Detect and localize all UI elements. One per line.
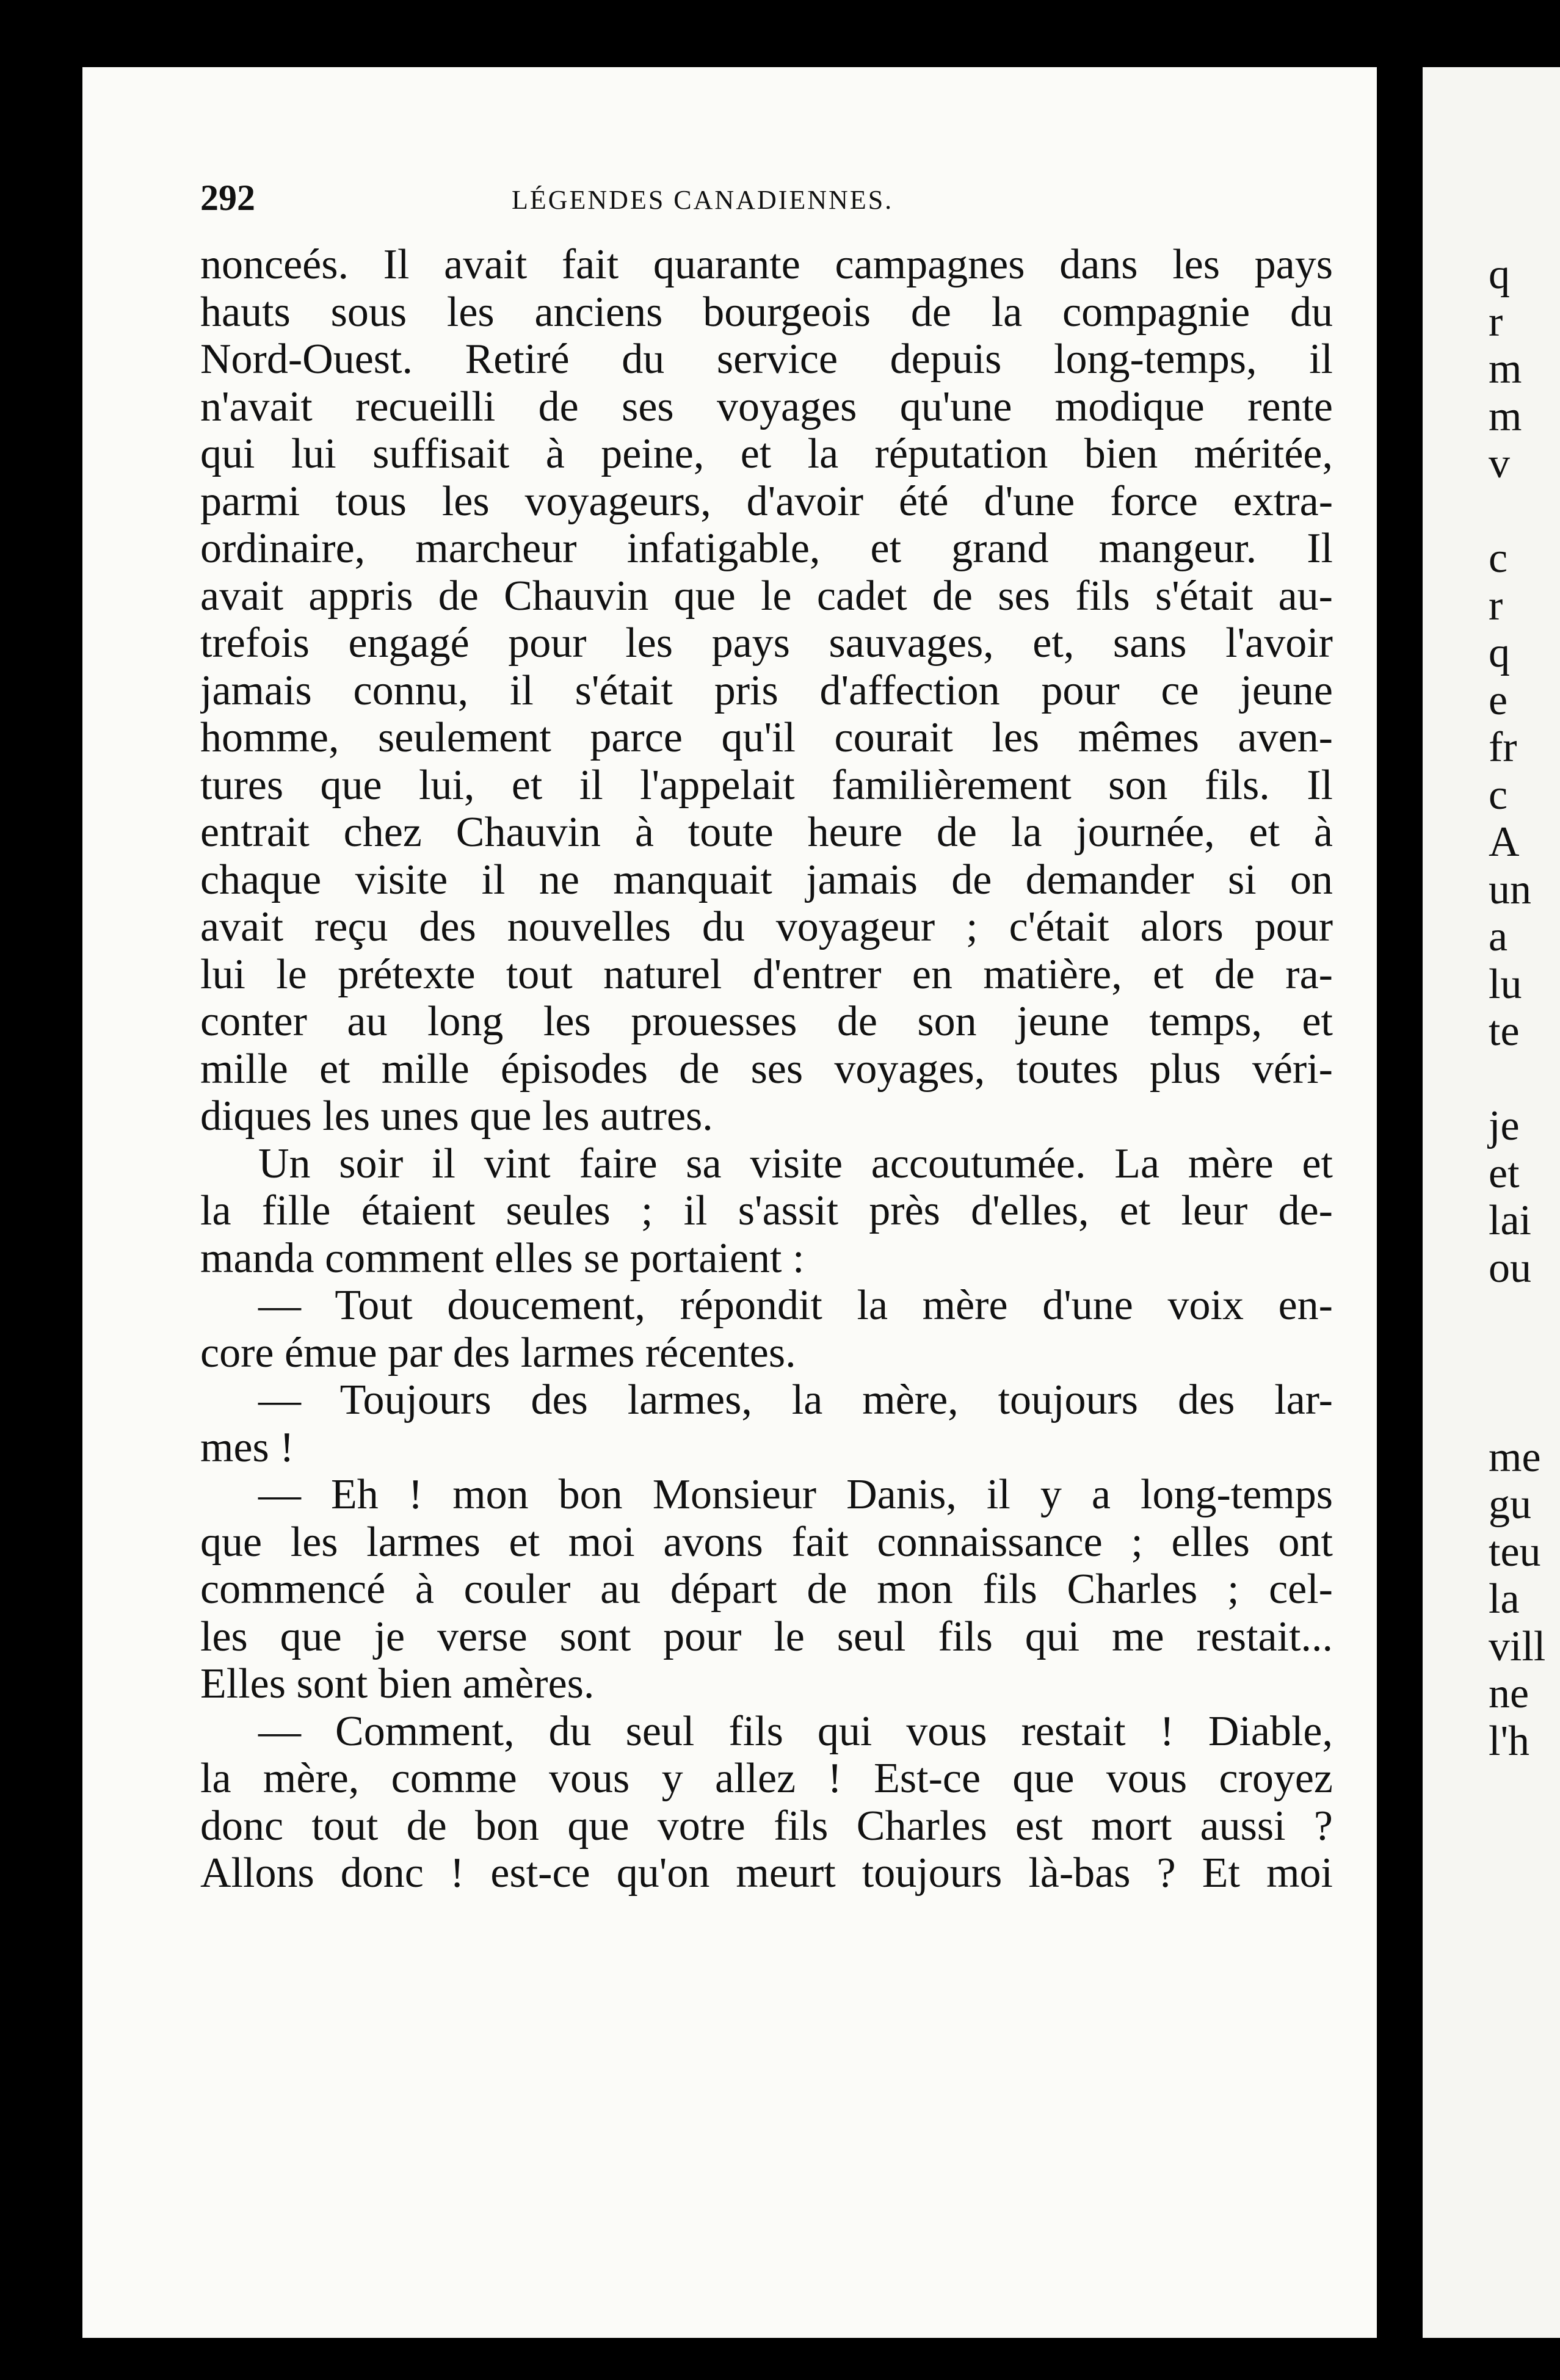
text-line: trefois engagé pour les pays sauvages, et, sans l'avoir xyxy=(200,620,1333,667)
text-line: qui lui suffisait à peine, et la réputation bien méritée, xyxy=(200,430,1333,477)
right-page-fragment: e xyxy=(1489,676,1508,724)
text-line: la mère, comme vous y allez ! Est-ce que vous croyez xyxy=(200,1755,1333,1802)
text-line: — Eh ! mon bon Monsieur Danis, il y a long-temps xyxy=(258,1471,1333,1518)
right-page-fragment: c xyxy=(1489,771,1508,819)
right-page-fragment: je xyxy=(1489,1102,1520,1149)
right-page-fragment: un xyxy=(1489,866,1531,913)
right-page-fragment: gu xyxy=(1489,1481,1531,1528)
right-page-fragment: l'h xyxy=(1489,1717,1530,1765)
text-line: que les larmes et moi avons fait connaissance ; elles ont xyxy=(200,1518,1333,1566)
page-header xyxy=(200,177,1333,238)
right-page-fragment: lai xyxy=(1489,1197,1531,1244)
text-line: manda comment elles se portaient : xyxy=(200,1234,805,1282)
text-line: tures que lui, et il l'appelait familièrement son fils. Il xyxy=(200,761,1333,809)
text-line: avait appris de Chauvin que le cadet de ses fils s'était au- xyxy=(200,572,1333,620)
text-line: — Comment, du seul fils qui vous restait ! Diable, xyxy=(258,1707,1333,1755)
text-line: la fille étaient seules ; il s'assit près d'elles, et leur de- xyxy=(200,1187,1333,1234)
text-line: Allons donc ! est-ce qu'on meurt toujours là-bas ? Et moi xyxy=(200,1850,1333,1897)
right-page-fragment: te xyxy=(1489,1008,1520,1055)
page-number: 292 xyxy=(200,178,255,218)
text-line: chaque visite il ne manquait jamais de demander si on xyxy=(200,856,1333,903)
text-line: n'avait recueilli de ses voyages qu'une modique rente xyxy=(200,383,1333,430)
text-line: homme, seulement parce qu'il courait les mêmes aven- xyxy=(200,714,1333,761)
text-line: — Toujours des larmes, la mère, toujours des lar- xyxy=(258,1376,1333,1423)
text-line: entrait chez Chauvin à toute heure de la journée, et à xyxy=(200,809,1333,856)
right-page-fragment: a xyxy=(1489,913,1508,960)
right-page-fragment: c xyxy=(1489,535,1508,582)
text-line: ordinaire, marcheur infatigable, et grand mangeur. Il xyxy=(200,525,1333,572)
right-page-fragment: me xyxy=(1489,1433,1541,1481)
text-line: avait reçu des nouvelles du voyageur ; c'était alors pour xyxy=(200,903,1333,950)
right-page-fragment: ou xyxy=(1489,1244,1531,1292)
text-line: jamais connu, il s'était pris d'affection pour ce jeune xyxy=(200,667,1333,714)
right-page-fragment: q xyxy=(1489,251,1510,298)
running-title: LÉGENDES CANADIENNES. xyxy=(512,185,894,215)
text-line: — Tout doucement, répondit la mère d'une voix en- xyxy=(258,1282,1333,1329)
right-page-fragment: v xyxy=(1489,440,1510,487)
right-page-fragment: A xyxy=(1489,819,1520,866)
right-page-fragment: teu xyxy=(1489,1528,1541,1575)
text-line: mes ! xyxy=(200,1423,294,1471)
text-line: les que je verse sont pour le seul fils qui me restait... xyxy=(200,1613,1333,1660)
body-text xyxy=(200,241,1333,1897)
text-line: commencé à couler au départ de mon fils Charles ; cel- xyxy=(200,1566,1333,1613)
right-page-fragment: r xyxy=(1489,298,1503,345)
right-page-fragment: q xyxy=(1489,629,1510,676)
text-line: hauts sous les anciens bourgeois de la compagnie du xyxy=(200,288,1333,336)
right-page-edge xyxy=(1423,67,1560,2338)
text-line: conter au long les prouesses de son jeune temps, et xyxy=(200,998,1333,1045)
right-page-fragment: ne xyxy=(1489,1670,1529,1717)
text-line: nonceés. Il avait fait quarante campagnes dans les pays xyxy=(200,241,1333,288)
right-page-fragment: lu xyxy=(1489,960,1522,1008)
text-line: Un soir il vint faire sa visite accoutumée. La mère et xyxy=(258,1140,1333,1187)
text-line: core émue par des larmes récentes. xyxy=(200,1329,796,1376)
right-page-fragment: vill xyxy=(1489,1622,1546,1670)
right-page-fragment: m xyxy=(1489,392,1522,440)
right-page-fragment: r xyxy=(1489,582,1503,629)
text-line: donc tout de bon que votre fils Charles est mort aussi ? xyxy=(200,1802,1333,1850)
text-line: mille et mille épisodes de ses voyages, toutes plus véri- xyxy=(200,1045,1333,1093)
text-line: diques les unes que les autres. xyxy=(200,1093,713,1140)
right-page-fragment: fr xyxy=(1489,724,1517,771)
text-line: Nord-Ouest. Retiré du service depuis long-temps, il xyxy=(200,336,1333,383)
text-line: lui le prétexte tout naturel d'entrer en matière, et de ra- xyxy=(200,950,1333,998)
text-line: Elles sont bien amères. xyxy=(200,1660,595,1707)
right-page-fragment: et xyxy=(1489,1149,1520,1197)
text-line: parmi tous les voyageurs, d'avoir été d'une force extra- xyxy=(200,477,1333,525)
right-page-fragment: m xyxy=(1489,345,1522,392)
right-page-fragment: la xyxy=(1489,1575,1520,1622)
